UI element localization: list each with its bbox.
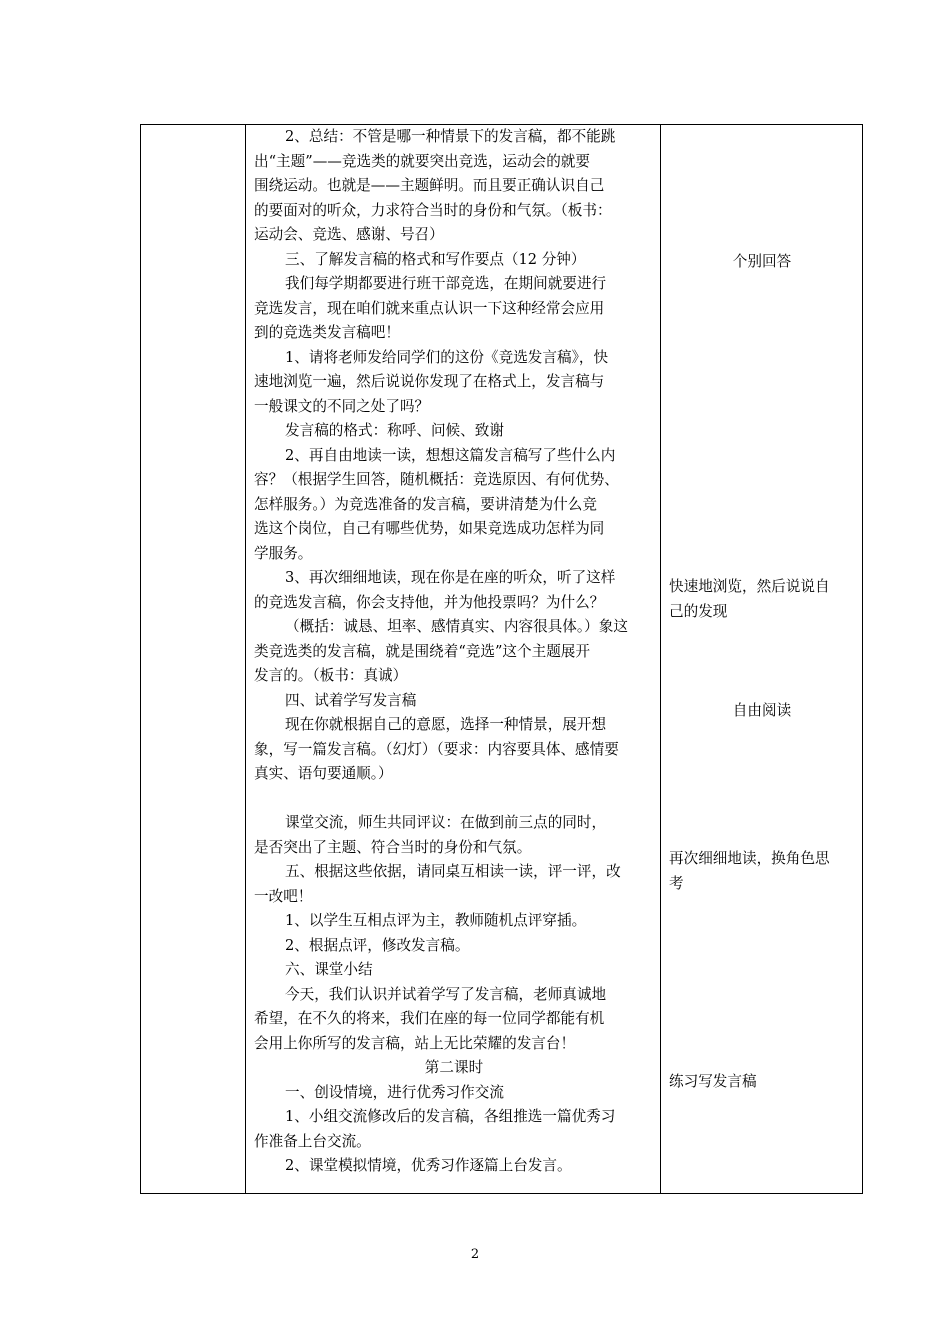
text-line: 容？（根据学生回答，随机概括：竞选原因、有何优势、 xyxy=(254,471,619,488)
side-note-line: 快速地浏览，然后说说自 xyxy=(669,578,830,595)
text-line: 出“主题”——竞选类的就要突出竞选，运动会的就要 xyxy=(254,152,590,170)
text-line: （概括：诚恳、坦率、感情真实、内容很具体。）象这 xyxy=(285,618,628,635)
text-line: 运动会、竞选、感谢、号召） xyxy=(254,226,444,243)
text-line: 围绕运动。也就是——主题鲜明。而且要正确认识自己 xyxy=(254,177,605,194)
side-note-line: 考 xyxy=(669,874,684,892)
text-line: 选这个岗位，自己有哪些优势，如果竞选成功怎样为同 xyxy=(254,520,605,537)
text-line: 1、请将老师发给同学们的这份《竞选发言稿》，快 xyxy=(285,348,609,366)
text-line: 现在你就根据自己的意愿，选择一种情景，展开想 xyxy=(285,716,607,733)
side-note-quick-browse xyxy=(669,575,859,624)
text-line: 一般课文的不同之处了吗？ xyxy=(254,397,430,415)
text-line: 象，写一篇发言稿。（幻灯）（要求：内容要具体、感情要 xyxy=(254,740,619,758)
side-note-free-reading: 自由阅读 xyxy=(732,702,792,719)
text-line: 第二课时 xyxy=(424,1059,484,1076)
text-line: 课堂交流，师生共同评议：在做到前三点的同时， xyxy=(285,814,607,831)
text-line: 会用上你所写的发言稿，站上无比荣耀的发言台！ xyxy=(254,1034,576,1052)
column-divider-left xyxy=(245,125,246,1193)
text-line: 的要面对的听众，力求符合当时的身份和气氛。（板书： xyxy=(254,201,612,219)
text-line: 发言的。（板书：真诚） xyxy=(254,667,408,684)
text-line: 是否突出了主题、符合当时的身份和气氛。 xyxy=(254,838,532,856)
page-number: 2 xyxy=(470,1247,480,1262)
text-line: 1、小组交流修改后的发言稿，各组推选一篇优秀习 xyxy=(285,1108,616,1125)
text-line: 2、课堂模拟情境，优秀习作逐篇上台发言。 xyxy=(285,1157,572,1174)
lesson-table xyxy=(140,124,863,1194)
text-line: 2、再自由地读一读，想想这篇发言稿写了些什么内 xyxy=(285,446,616,464)
text-line: 五、根据这些依据，请同桌互相读一读，评一评，改 xyxy=(285,863,621,880)
text-line: 到的竞选类发言稿吧！ xyxy=(254,324,400,341)
text-line: 一、创设情境，进行优秀习作交流 xyxy=(285,1083,504,1101)
text-line: 今天，我们认识并试着学写了发言稿，老师真诚地 xyxy=(285,985,607,1003)
text-line: 3、再次细细地读，现在你是在座的听众，听了这样 xyxy=(285,569,616,586)
text-line: 四、试着学写发言稿 xyxy=(285,691,417,709)
side-note-line: 再次细细地读，换角色思 xyxy=(669,850,830,867)
side-note-line: 己的发现 xyxy=(669,602,728,620)
text-line: 发言稿的格式：称呼、问候、致谢 xyxy=(285,422,504,439)
text-line: 三、了解发言稿的格式和写作要点（12 分钟） xyxy=(285,250,586,268)
text-line: 一改吧！ xyxy=(254,887,313,905)
text-line: 类竞选类的发言稿，就是围绕着“竞选”这个主题展开 xyxy=(254,642,590,660)
teaching-process-column xyxy=(254,125,654,1179)
text-line: 怎样服务。）为竞选准备的发言稿，要讲清楚为什么竞 xyxy=(254,495,597,513)
side-note-reread xyxy=(669,847,859,896)
text-line: 六、课堂小结 xyxy=(285,961,373,978)
side-note-individual-answer: 个别回答 xyxy=(732,253,792,270)
column-divider-right xyxy=(660,125,661,1193)
side-note-practice-writing: 练习写发言稿 xyxy=(669,1073,757,1090)
text-line: 的竞选发言稿，你会支持他，并为他投票吗？为什么？ xyxy=(254,593,605,611)
text-line: 学服务。 xyxy=(254,544,313,562)
text-line: 2、根据点评，修改发言稿。 xyxy=(285,936,470,954)
text-line: 2、总结：不管是哪一种情景下的发言稿，都不能跳 xyxy=(285,128,616,145)
text-line: 我们每学期都要进行班干部竞选，在期间就要进行 xyxy=(285,275,607,292)
text-line xyxy=(254,787,654,812)
text-line: 希望，在不久的将来，我们在座的每一位同学都能有机 xyxy=(254,1010,605,1027)
text-line: 竞选发言，现在咱们就来重点认识一下这种经常会应用 xyxy=(254,299,605,317)
text-line: 真实、语句要通顺。） xyxy=(254,765,393,782)
text-line: 速地浏览一遍，然后说说你发现了在格式上，发言稿与 xyxy=(254,373,605,390)
text-line: 1、以学生互相点评为主，教师随机点评穿插。 xyxy=(285,912,587,929)
text-line: 作准备上台交流。 xyxy=(254,1132,371,1150)
